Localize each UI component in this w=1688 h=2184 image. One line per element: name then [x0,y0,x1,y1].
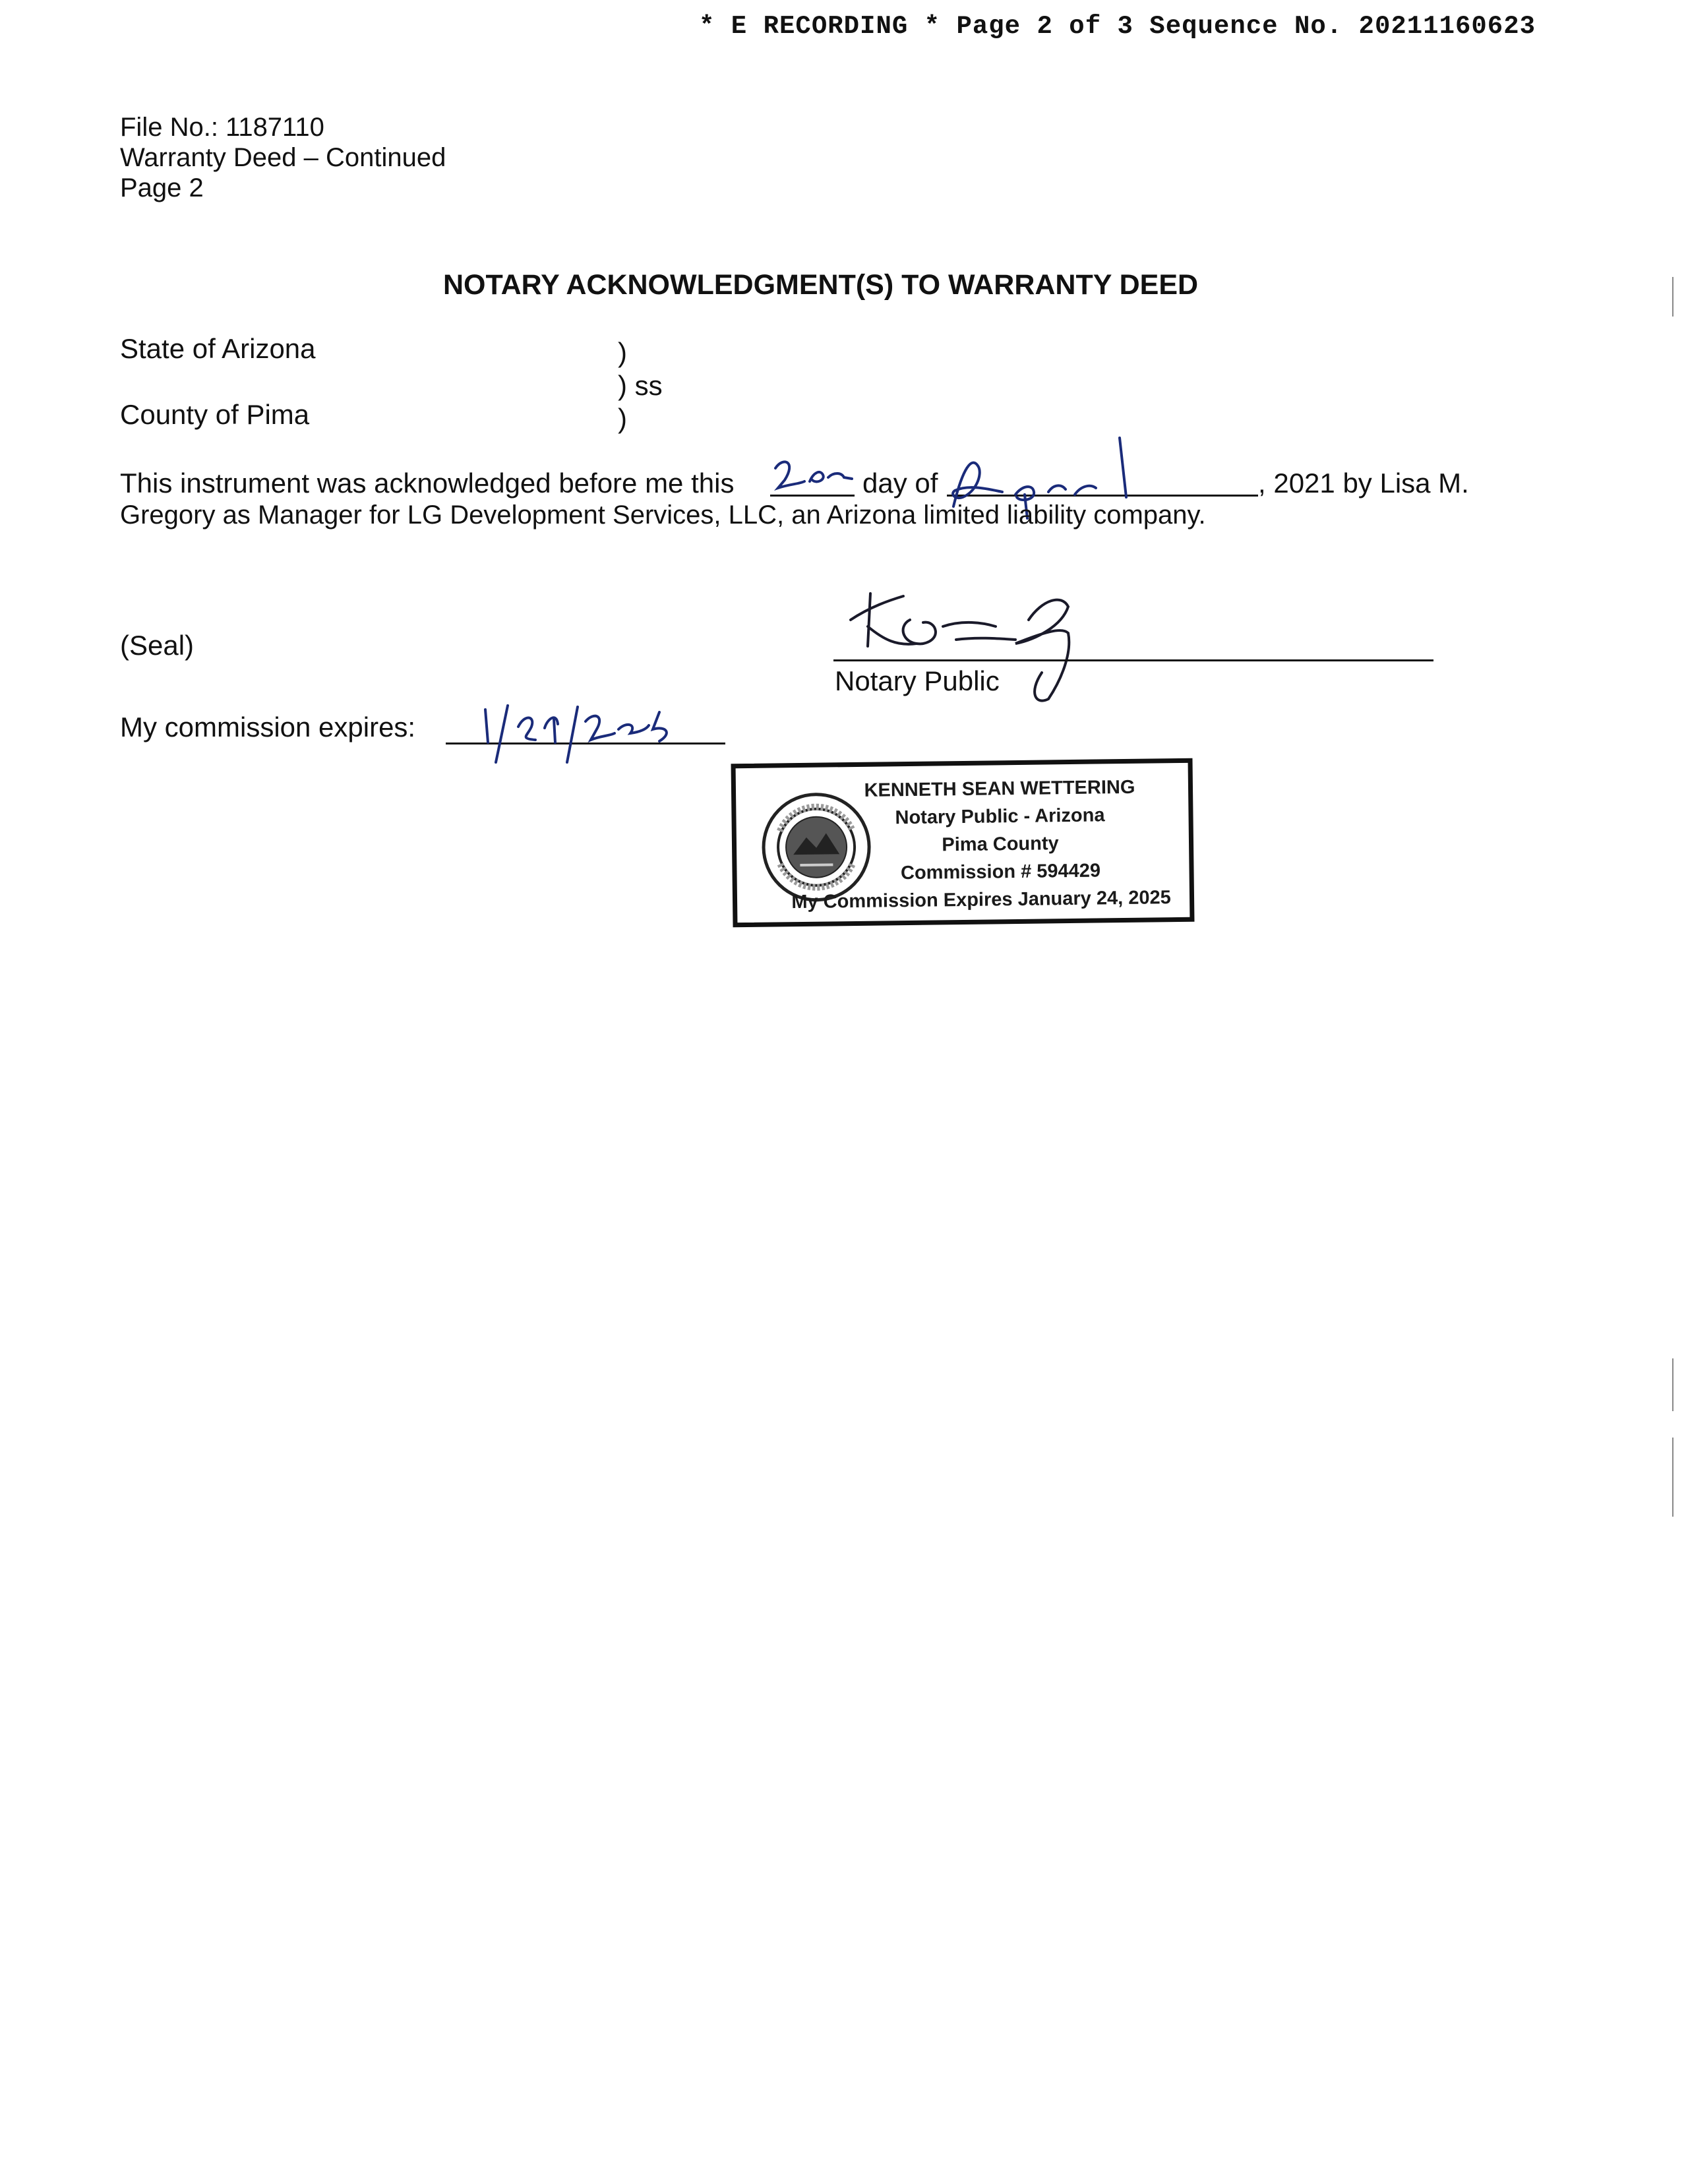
stamp-notary-name: KENNETH SEAN WETTERING [864,776,1135,801]
notary-stamp [731,758,1195,928]
scan-edge-mark [1672,1438,1673,1517]
scan-edge-mark [1672,1358,1673,1411]
venue-paren-ss: ) ss [618,370,663,401]
ack-text-part2: day of [862,468,938,499]
notary-public-label: Notary Public [835,665,1000,696]
stamp-notary-title: Notary Public - Arizona [895,804,1105,829]
deed-title: Warranty Deed – Continued [120,143,446,172]
ack-text-part3: , 2021 by Lisa M. [1258,468,1469,499]
commission-expires-label: My commission expires: [120,712,416,743]
file-info [120,112,446,203]
day-handwritten [770,455,856,498]
scan-edge-mark [1672,277,1673,317]
county-label: County of Pima [120,399,310,430]
stamp-commission-number: Commission # 594429 [900,860,1101,884]
state-label: State of Arizona [120,333,316,364]
commission-date-handwritten [462,692,699,768]
stamp-county: Pima County [942,833,1059,856]
notary-signature-line [833,659,1433,661]
venue-paren-top: ) [618,337,627,368]
recording-header: * E RECORDING * Page 2 of 3 Sequence No. 20211160623 [699,12,1536,41]
ack-text-line2: Gregory as Manager for LG Development Services, LLC, an Arizona limited liability company. [120,501,1206,530]
seal-label: (Seal) [120,630,195,661]
venue-paren-bottom: ) [618,403,627,434]
ack-text-part1: This instrument was acknowledged before me this [120,468,735,499]
file-number: File No.: 1187110 [120,113,324,142]
page-number: Page 2 [120,173,204,202]
document-heading: NOTARY ACKNOWLEDGMENT(S) TO WARRANTY DEED [443,269,1199,301]
stamp-expiration: My Commission Expires January 24, 2025 [791,887,1171,913]
